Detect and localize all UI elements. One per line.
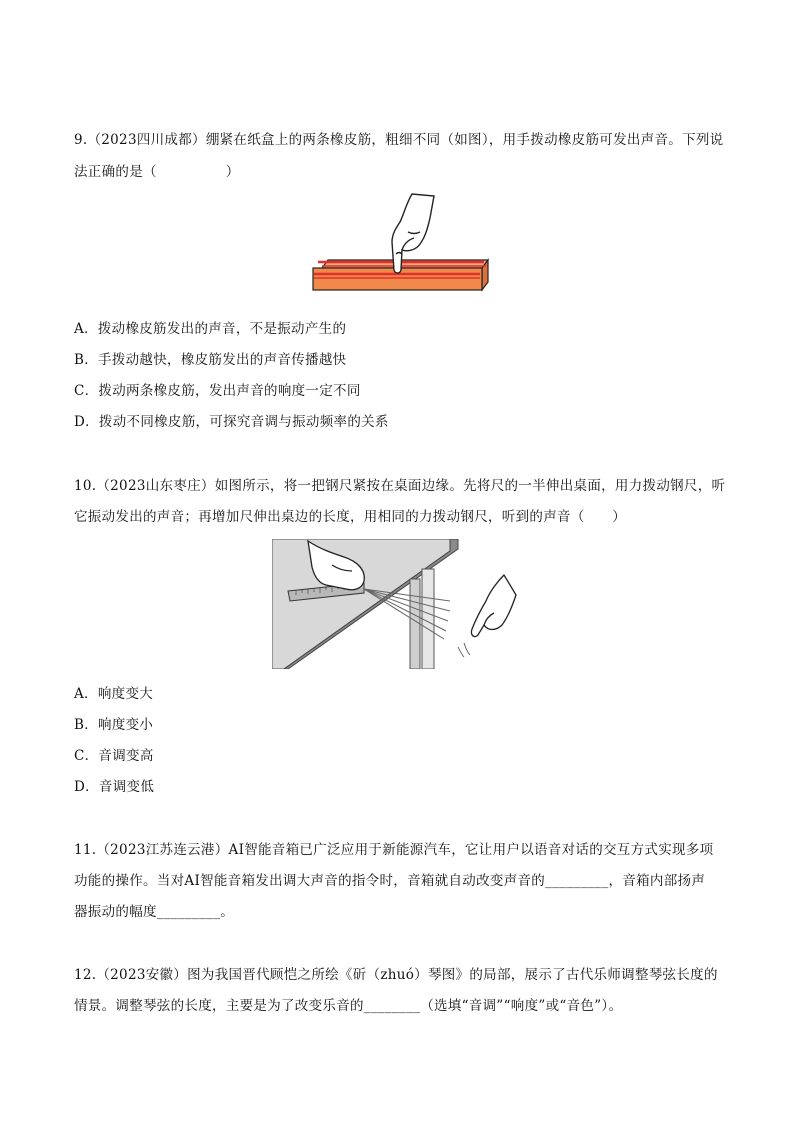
q12-stem-line2: 情景。调整琴弦的长度，主要是为了改变乐音的________（选填“音调”“响度”或“音色”）。 [74,998,623,1014]
table-leg-left [410,579,420,669]
q9-option-c[interactable]: C．拨动两条橡皮筋，发出声音的响度一定不同 [74,383,361,399]
q11-stem-line2: 功能的操作。当对AI智能音箱发出调大声音的指令时，音箱就自动改变声音的_________，音箱内部扬声 [74,873,706,889]
motion-mark [464,643,470,655]
q9-option-b[interactable]: B．手拨动越快，橡皮筋发出的声音传播越快 [74,352,347,368]
q9-option-a[interactable]: A．拨动橡皮筋发出的声音，不是振动产生的 [74,321,347,337]
plucking-hand-icon [471,575,516,637]
q9-figure-rubber-band-box [308,192,496,312]
q10-option-a[interactable]: A．响度变大 [74,686,154,702]
q12-stem-line1: 12.（2023安徽）图为我国晋代顾恺之所绘《斫（zhuó）琴图》的局部，展示了古代乐师调整琴弦长度的 [74,967,718,983]
q11-stem-line1: 11.（2023江苏连云港）AI智能音箱已广泛应用于新能源汽车，它让用户以语音对话的交互方式实现多项 [74,842,714,858]
q10-option-c[interactable]: C．音调变高 [74,748,154,764]
q10-stem-line2: 它振动发出的声音；再增加尺伸出桌边的长度，用相同的力拨动钢尺，听到的声音（ ） [74,509,626,525]
motion-mark-2 [458,647,464,657]
q9-stem-line1: 9.（2023四川成都）绷紧在纸盒上的两条橡皮筋，粗细不同（如图），用手拨动橡皮筋可发出声音。下列说 [74,132,724,148]
q10-option-d[interactable]: D．音调变低 [74,779,155,795]
vibration-lines [364,589,450,639]
q10-stem-line1: 10.（2023山东枣庄）如图所示，将一把钢尺紧按在桌面边缘。先将尺的一半伸出桌面，用力拨动钢尺，听 [74,478,726,494]
q10-figure-ruler-on-table [272,539,524,669]
q9-stem-line2: 法正确的是（ ） [74,164,240,180]
table-leg-right [422,569,434,669]
q11-stem-line3: 器振动的幅度_________。 [74,904,235,920]
q10-option-b[interactable]: B．响度变小 [74,717,154,733]
q9-option-d[interactable]: D．拨动不同橡皮筋，可探究音调与振动频率的关系 [74,414,389,430]
